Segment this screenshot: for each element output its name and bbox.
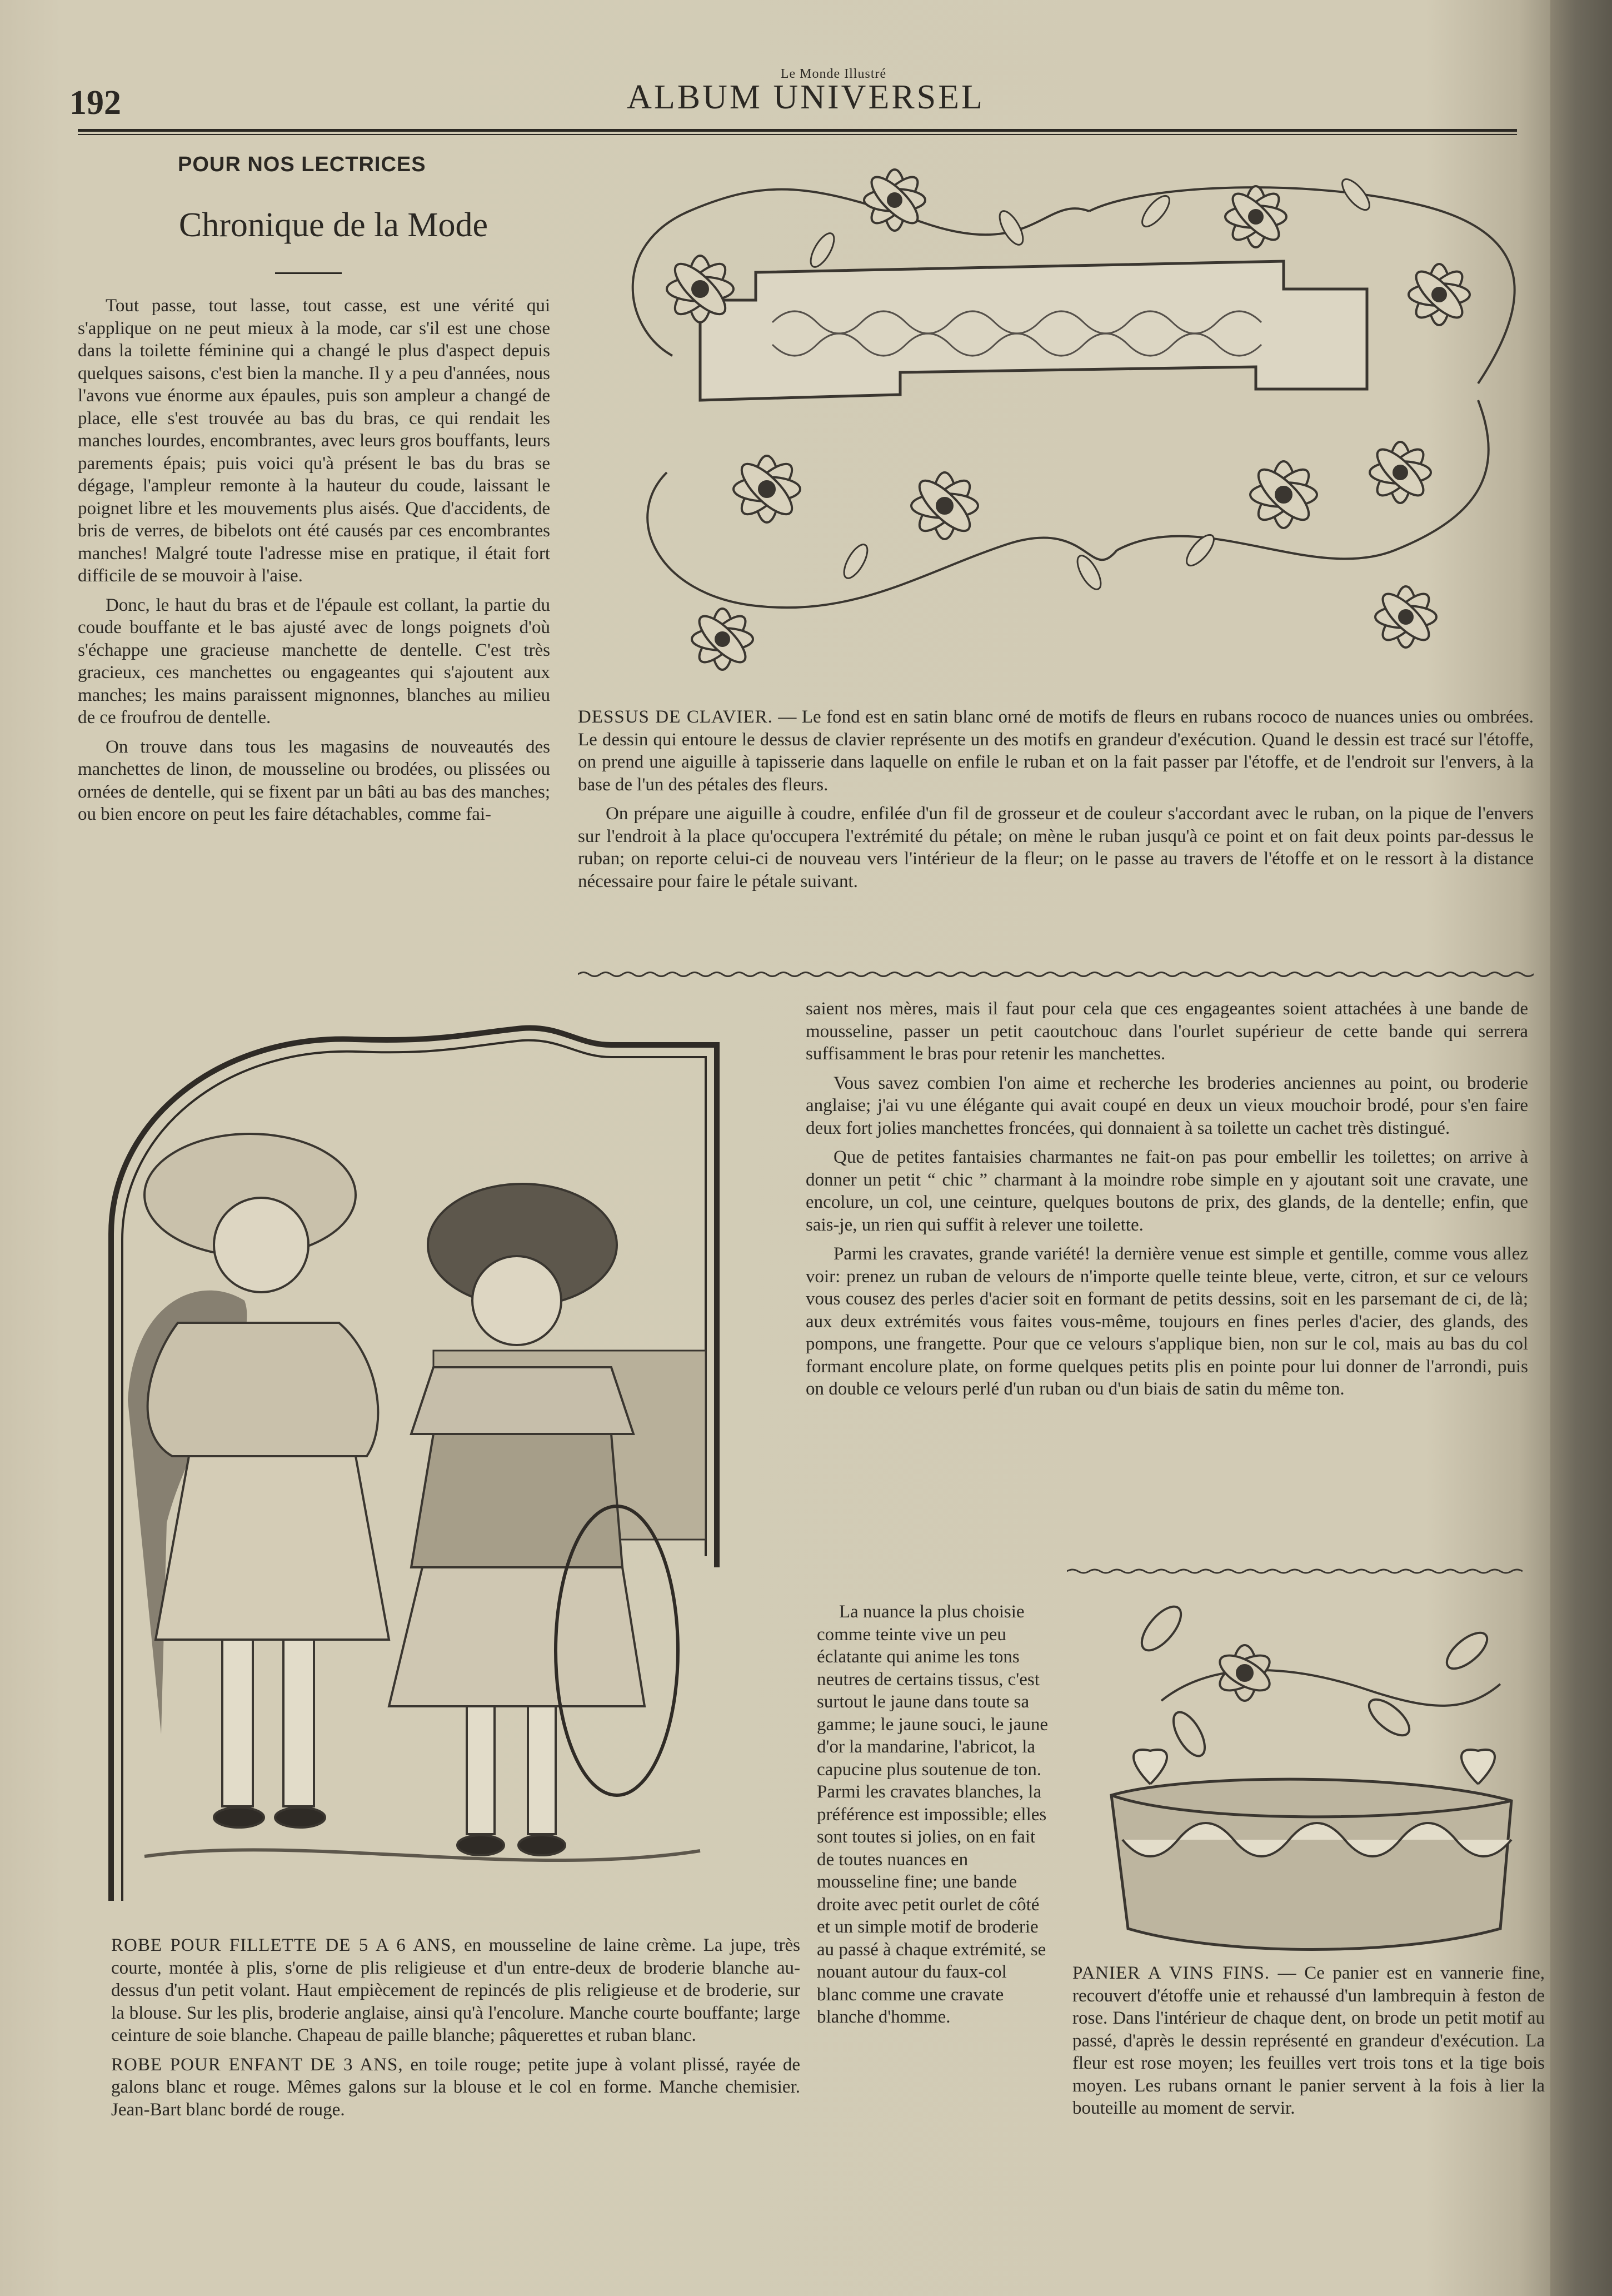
caption-lead: PANIER A VINS FINS. xyxy=(1072,1963,1270,1983)
article-column-left xyxy=(78,295,550,833)
wavy-divider xyxy=(578,970,1534,979)
paragraph: Parmi les cravates, grande variété! la dernière venue est simple et gentille, comme vous allez voir: prenez un ruban de velours de n'importe quelle teinte bleue, verte, citron, et sur ce velours vous cousez des perles d'acier soit en formant de petits dessins, soit en les parsemant de ci, de là; aux deux extrémités vous faites vous-même, toujours en fines perles d'acier, des glands, des pompons, une frangette. Pour que ce velours s'applique bien, non sur le col, mais au bas du col formant encolure plate, on forme quelques petits plis en pointe pour lui donner de l'arrondi, puis on double ce velours perlé d'un ruban ou d'un biais de satin du même ton. xyxy=(806,1244,1528,1399)
clavier-illustration xyxy=(589,161,1534,700)
paragraph: La nuance la plus choisie comme teinte vive un peu éclatante qui anime les tons neutres de certains tissus, c'est surtout le jaune dans toute sa gamme; le jaune souci, le jaune d'or la mandarine, l'abricot, la capucine plus soutenue de ton. Parmi les cravates blanches, la préférence est impossible; elles sont toutes si jolies, on en fait de toutes nuances en mousseline fine; une bande droite avec petit ourlet de côté et un simple motif de broderie au passé à chaque extrémité, se nouant autour du faux-col blanc comme une cravate blanche d'homme. xyxy=(817,1602,1049,2027)
caption-paragraph xyxy=(1072,1962,1545,2120)
robes-caption xyxy=(111,1934,800,2128)
caption-paragraph xyxy=(111,2054,800,2121)
caption-paragraph: On prépare une aiguille à coudre, enfilée d'un fil de grosseur et de couleur s'accordant avec le ruban, on la pique de l'envers sur l'endroit à la place qu'occupera l'extrémité du pétale; on mène le ruban jusqu'à ce point et on fait deux points par-dessus le ruban; on reporte celui-ci de nouveau vers l'intérieur de la fleur; on le passe au travers de l'étoffe et on le ressort à la distance nécessaire pour faire le pétale suivant. xyxy=(578,804,1534,891)
paragraph: On trouve dans tous les magasins de nouveautés des manchettes de linon, de mousseline ou brodées, ou plissées ou ornées de dentelle, qui se fixent par un bâti au bas des manches; ou bien encore on peut les faire détachables, comme fai- xyxy=(78,736,550,824)
caption-body: — Le fond est en satin blanc orné de motifs de fleurs en rubans rococo de nuances unies ou ombrées. Le dessin qui entoure le dessus de clavier représente un des motifs en grandeur d'exécution. Quand le dessin est tracé sur l'étoffe, on prend une aiguille à tapisserie dans laquelle on enfile le ruban et on la fait passer par l'étoffe, et de l'endroit sur l'envers, à la base de l'un des pétales des fleurs. xyxy=(578,707,1534,795)
header-rule-thin xyxy=(78,134,1517,135)
section-rubric: POUR NOS LECTRICES xyxy=(178,153,426,176)
title-rule xyxy=(275,272,342,274)
clavier-caption xyxy=(578,706,1534,899)
paragraph: Tout passe, tout lasse, tout casse, est une vérité qui s'applique on ne peut mieux à la mode, car s'il est une chose dans la toilette féminine qui a changé le plus d'aspect depuis quelques saisons, c'est bien la manche. Il y a peu d'années, nous l'avons vue énorme aux épaules, puis son ampleur a changé de place, elle s'est trouvée au bas du bras, ce qui rendait les manches lourdes, encombrantes, avec leurs gros bouffants, leurs parements épais; puis voici qu'à présent le bas du bras se dégage, l'ampleur remonte à la hauteur du coude, laissant le poignet libre et les mouvements plus aisés. Que d'accidents, de bris de verres, de bibelots ont été causés par ces encombrantes manches! Malgré toute l'adresse mise en pratique, il était fort difficile de se mouvoir à l'aise. xyxy=(78,296,550,586)
paragraph: saient nos mères, mais il faut pour cela que ces engageantes soient attachées à une bande de mousseline, passer un petit caoutchouc dans l'ourlet supérieur de cette bande qui serrera suffisamment le bras pour retenir les manchettes. xyxy=(806,999,1528,1064)
article-title: Chronique de la Mode xyxy=(178,206,488,244)
girls-fashion-illustration xyxy=(78,1012,728,1906)
caption-paragraph xyxy=(578,706,1534,796)
caption-body: en toile rouge; petite jupe à volant plissé, rayée de galons blanc et rouge. Mêmes galons sur la blouse et le col en forme. Manche chemisier. Jean-Bart blanc bordé de rouge. xyxy=(111,2054,800,2120)
page-number: 192 xyxy=(69,84,121,122)
caption-body: en mousseline de laine crème. La jupe, très courte, montée à plis, s'orne de plis religieuse et d'un entre-deux de broderie blanche au-dessus d'un petit volant. Haut empiècement de repincés de plis religieuse et de broderie, sur la blouse. Sur les plis, broderie anglaise, ainsi qu'à l'encolure. Manche courte bouffante; large ceinture de soie blanche. Chapeau de paille blanche; pâquerettes et ruban blanc. xyxy=(111,1935,801,2045)
paragraph: Donc, le haut du bras et de l'épaule est collant, la partie du coude bouffante et le bas ajusté avec de longs poignets d'où s'échappe une gracieuse manchette de dentelle. C'est très gracieux, ces manchettes ou engageantes qui s'ajoutent aux manches; les mains paraissent mignonnes, blanches au milieu de ce froufrou de dentelle. xyxy=(78,595,550,728)
paragraph: Que de petites fantaisies charmantes ne fait-on pas pour embellir les toilettes; on arrive à donner un petit “ chic ” charmant à la moindre robe simple en y ajoutant soit une cravate, une encolure, un col, une ceinture, quelques boutons de prix, des glands, de la dentelle; enfin, que sais-je, un rien qui suffit à relever une toilette. xyxy=(806,1147,1528,1235)
nuance-column xyxy=(817,1601,1050,2035)
masthead-subtitle: Le Monde Illustré xyxy=(780,67,887,81)
wavy-divider xyxy=(1067,1567,1523,1575)
wine-basket-illustration xyxy=(1078,1590,1545,1968)
panier-caption xyxy=(1072,1962,1545,2126)
paragraph: Vous savez combien l'on aime et recherche les broderies anciennes au point, ou broderie anglaise; j'ai vu une élégante qui avait coupé en deux un vieux mouchoir brodé, pour s'en faire deux fort jolies manchettes froncées, qui donnaient à sa toilette un cachet très distingué. xyxy=(806,1073,1528,1138)
header-rule xyxy=(78,129,1517,132)
caption-body: — Ce panier est en vannerie fine, recouvert d'étoffe unie et rehaussé d'un lambrequin à feston de rose. Dans l'intérieur de chaque dent, on brode un petit motif au passé, d'après le dessin représenté en grandeur d'exécution. La fleur est rose moyen; les feuilles vert trois tons et la tige bois moyen. Les rubans ornant le panier servent à la fois à lier la bouteille au moment de servir. xyxy=(1072,1963,1545,2118)
article-column-right xyxy=(806,998,1528,1407)
journal-title: ALBUM UNIVERSEL xyxy=(627,78,985,116)
binding-gutter xyxy=(1550,0,1612,2296)
caption-lead: ROBE POUR FILLETTE DE 5 A 6 ANS, xyxy=(111,1935,457,1955)
caption-paragraph xyxy=(111,1934,800,2047)
caption-lead: DESSUS DE CLAVIER. xyxy=(578,707,773,727)
caption-lead: ROBE POUR ENFANT DE 3 ANS, xyxy=(111,2054,403,2075)
